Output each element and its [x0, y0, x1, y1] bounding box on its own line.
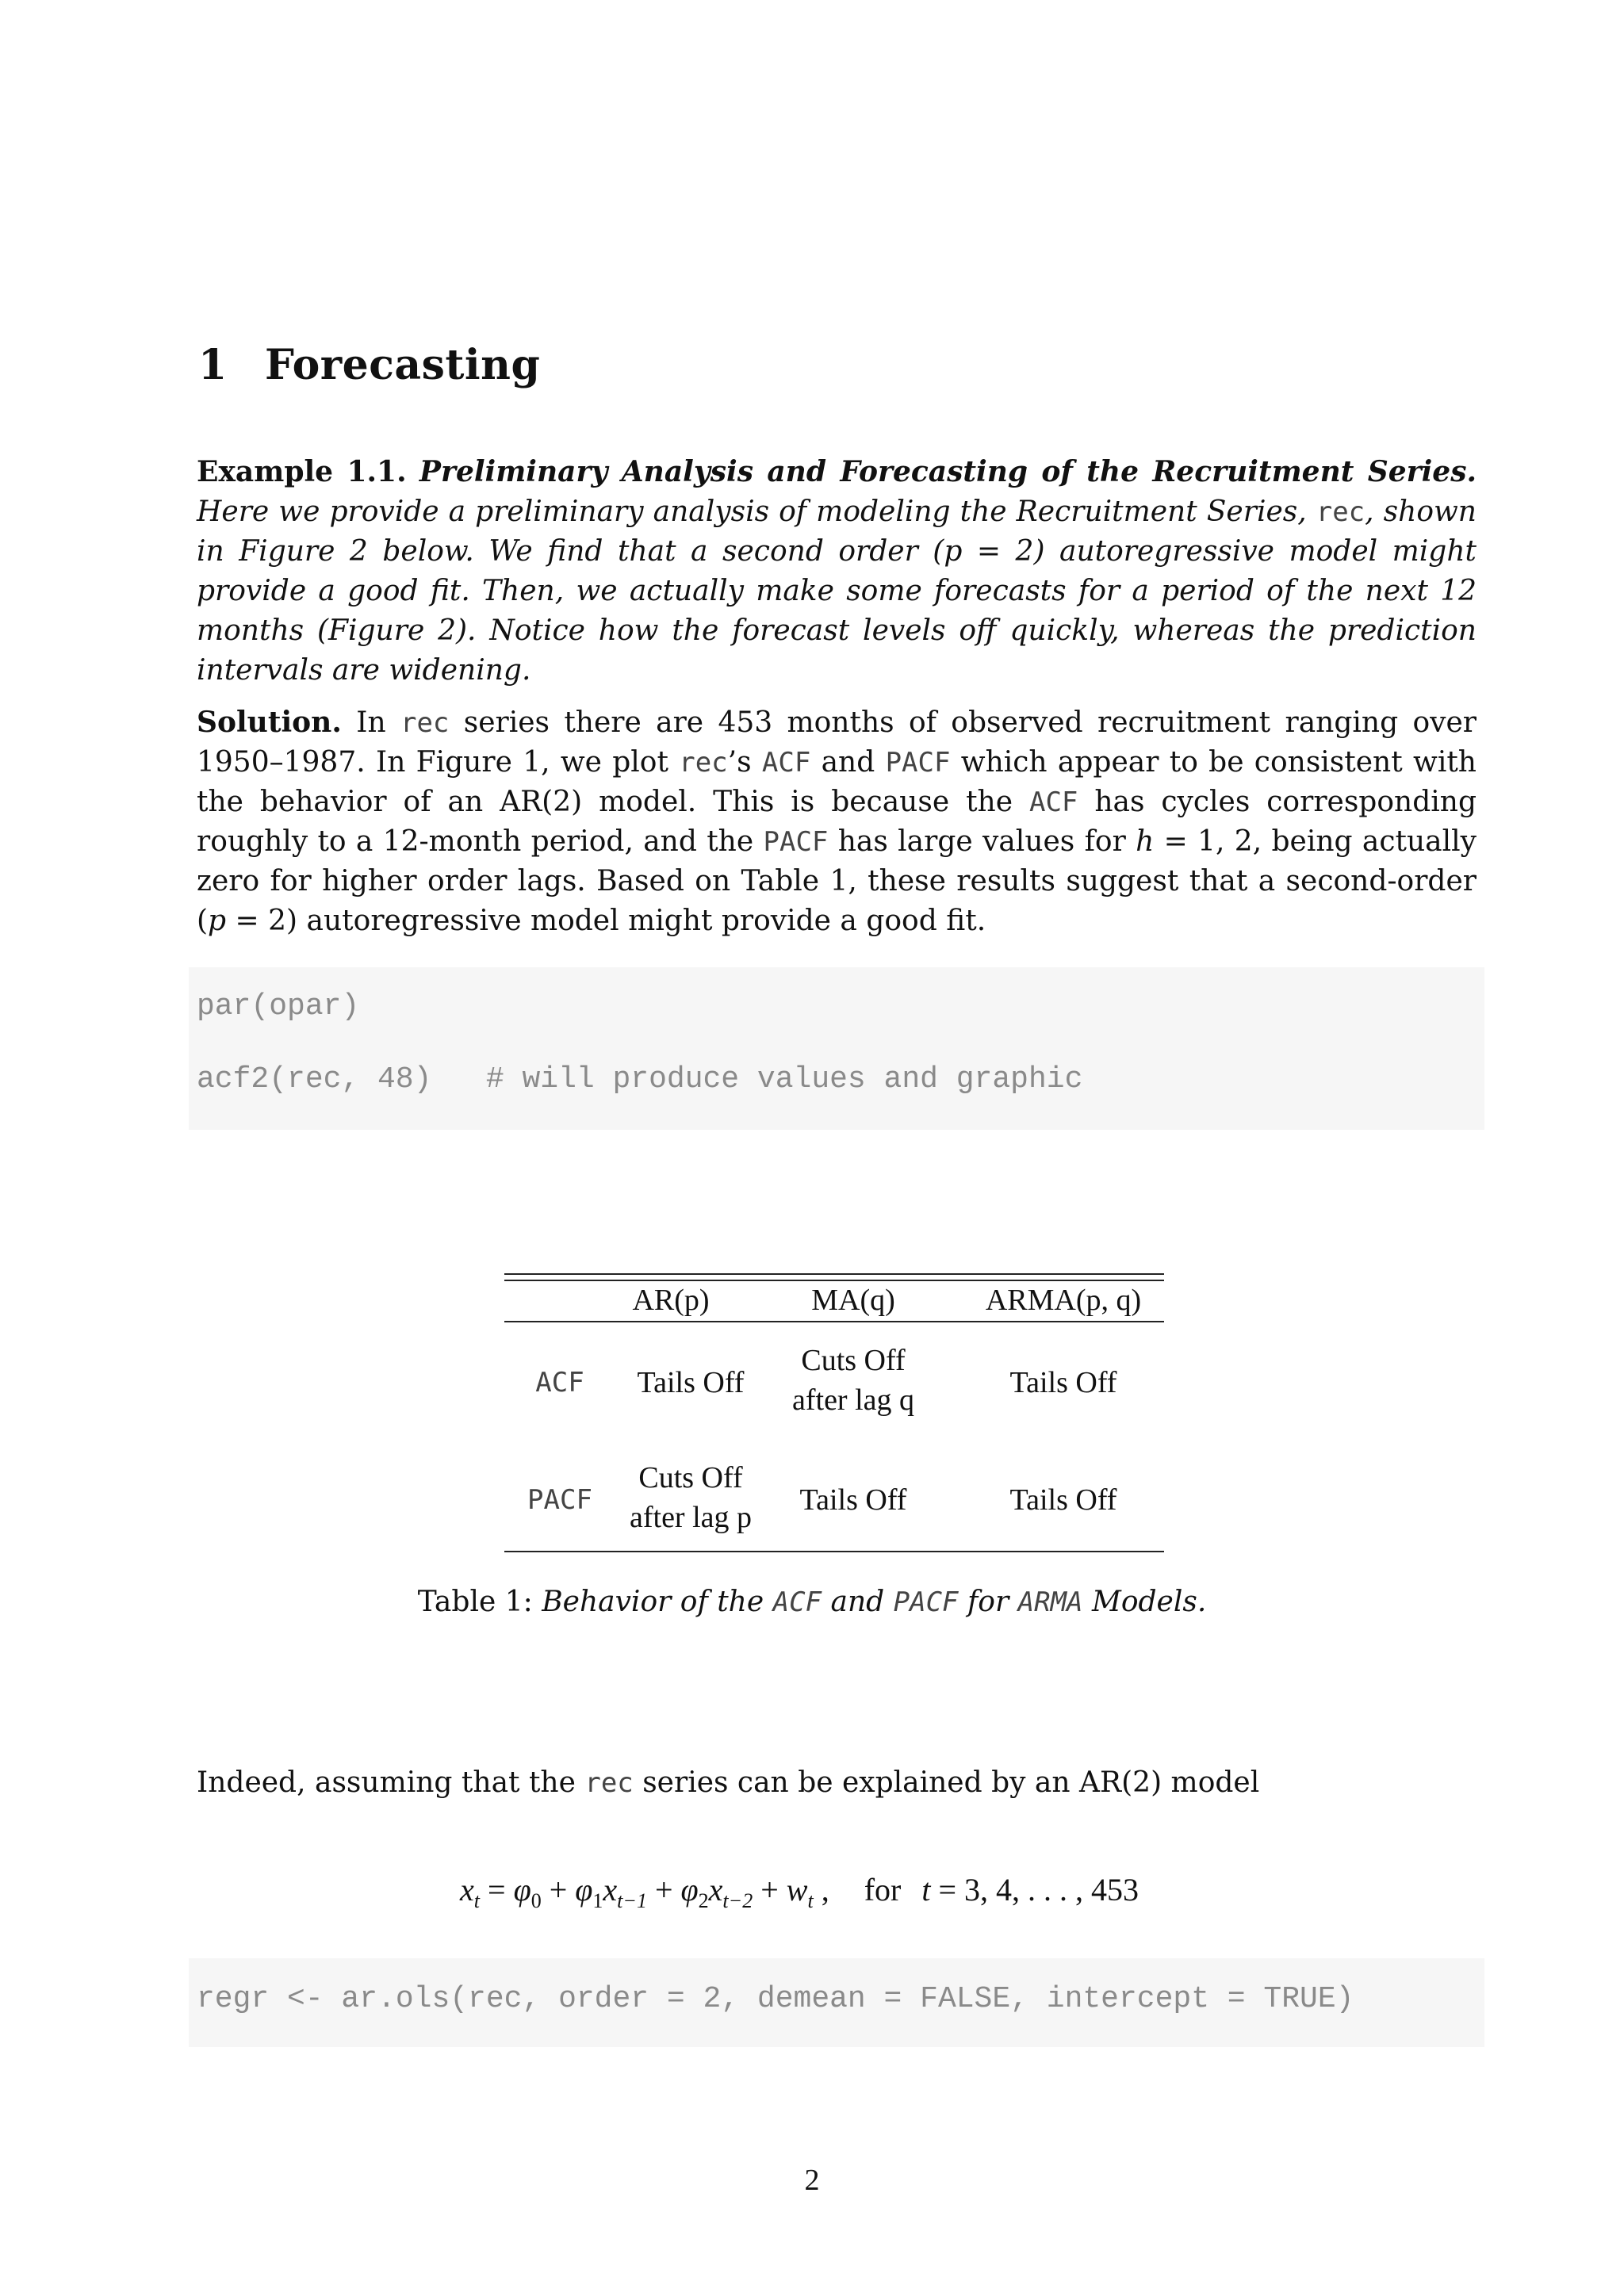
code-line: acf2(rec, 48) # will produce values and graphic	[197, 1062, 1083, 1096]
code-block-2	[189, 1958, 1484, 2047]
solution-text: = 2) autoregressive model might provide a good fit.	[226, 905, 986, 937]
math-op: ,	[813, 1872, 829, 1908]
example-paragraph	[197, 452, 1477, 691]
solution-text: ’s	[727, 746, 762, 779]
math-sub: 0	[530, 1889, 542, 1912]
solution-text: In	[341, 706, 400, 739]
caption-prefix: Table 1:	[417, 1586, 542, 1618]
page-number: 2	[804, 2164, 820, 2197]
math-var: x	[708, 1872, 723, 1908]
caption-text: for	[958, 1586, 1018, 1618]
solution-text: and	[810, 746, 886, 779]
math-var: x	[460, 1872, 474, 1908]
table-cell: Tails Off	[637, 1366, 745, 1399]
ar2-equation	[460, 1871, 1139, 1913]
math-var: x	[603, 1872, 618, 1908]
math-sub: 2	[698, 1889, 709, 1912]
section-title: Forecasting	[265, 341, 541, 389]
table-header-ar: AR(p)	[632, 1284, 710, 1317]
example-code-rec: rec	[1316, 496, 1365, 528]
table-cell: after lag q	[791, 1383, 915, 1417]
math-var: h	[1136, 825, 1155, 858]
example-text-1: Here we provide a preliminary analysis of modeling the Recruitment Series,	[197, 496, 1316, 528]
solution-text: has large values for	[828, 825, 1136, 858]
math-var: φ	[680, 1872, 699, 1908]
caption-text: Models.	[1082, 1586, 1207, 1618]
code-block-1	[189, 967, 1484, 1130]
solution-text: which appear to be consistent with the behavior of an AR(2) model. This is because the	[197, 746, 1477, 818]
math-var: t	[921, 1872, 931, 1908]
table-caption	[0, 1586, 1624, 1618]
table-cell: Tails Off	[1009, 1366, 1117, 1399]
solution-text: series there are 453 months of observed recruitment ranging over 1950–1987. In Figure 1, we plot	[197, 706, 1477, 779]
math-sub: t−2	[722, 1889, 753, 1912]
math-var: φ	[575, 1872, 593, 1908]
caption-text: Behavior of the	[542, 1586, 773, 1618]
math-op: +	[541, 1872, 576, 1908]
solution-label: Solution.	[197, 706, 342, 739]
math-op: =	[480, 1872, 514, 1908]
solution-text: has cycles corresponding roughly to a 12-month period, and the	[197, 786, 1477, 858]
table-cell: Cuts Off	[638, 1461, 743, 1494]
inline-code: ACF	[761, 747, 811, 779]
indeed-paragraph	[197, 1766, 1259, 1799]
example-title: Preliminary Analysis and Forecasting of the Recruitment Series.	[419, 455, 1477, 488]
solution-paragraph	[197, 702, 1477, 941]
table-header-arma: ARMA(p, q)	[985, 1284, 1142, 1317]
math-op: +	[646, 1872, 681, 1908]
example-label: Example 1.1.	[197, 455, 407, 488]
section-heading	[198, 341, 540, 389]
caption-text: and	[822, 1586, 894, 1618]
table-cell: Tails Off	[1009, 1483, 1117, 1517]
inline-code: ACF	[1028, 786, 1078, 818]
inline-code: rec	[584, 1767, 634, 1799]
table-row-label-acf: ACF	[535, 1367, 584, 1399]
inline-code: PACF	[763, 826, 829, 858]
solution-text: = 1, 2, being actually zero for higher order lags. Based on Table 1, these results suggest that a second-order (	[197, 825, 1477, 937]
table-cell: Cuts Off	[801, 1344, 906, 1377]
indeed-text: series can be explained by an AR(2) model	[633, 1766, 1260, 1799]
inline-code: PACF	[885, 747, 951, 779]
math-sub: t	[807, 1889, 814, 1912]
caption-code: PACF	[893, 1586, 959, 1618]
math-var: p	[208, 905, 227, 937]
caption-code: ACF	[772, 1586, 822, 1618]
math-text: = 3, 4, . . . , 453	[930, 1872, 1139, 1908]
math-var: φ	[513, 1872, 531, 1908]
table-cell: Tails Off	[799, 1483, 907, 1517]
section-number: 1	[198, 341, 228, 389]
math-sub: t−1	[617, 1889, 647, 1912]
code-line: par(opar)	[197, 989, 360, 1024]
math-op: +	[753, 1872, 787, 1908]
indeed-text: Indeed, assuming that the	[197, 1766, 585, 1799]
table-cell: after lag p	[629, 1501, 753, 1534]
caption-code: ARMA	[1017, 1586, 1083, 1618]
code-line: regr <- ar.ols(rec, order = 2, demean = FALSE, intercept = TRUE)	[197, 1982, 1354, 2016]
math-var: w	[786, 1872, 808, 1908]
math-sub: t	[473, 1889, 480, 1912]
table-row-label-pacf: PACF	[527, 1484, 592, 1516]
inline-code: rec	[679, 747, 728, 779]
math-text: for	[864, 1872, 902, 1908]
table-header-ma: MA(q)	[811, 1284, 895, 1317]
example-text-2: , shown in Figure 2 below. We find that a second order (p = 2) autoregressive model might provide a good fit. Then, we actually make some forecasts for a period of the next 12 months (Figure 2). Notice how the forecast levels off quickly, whereas the prediction intervals are widening.	[197, 496, 1477, 687]
inline-code: rec	[400, 707, 450, 739]
math-sub: 1	[592, 1889, 603, 1912]
